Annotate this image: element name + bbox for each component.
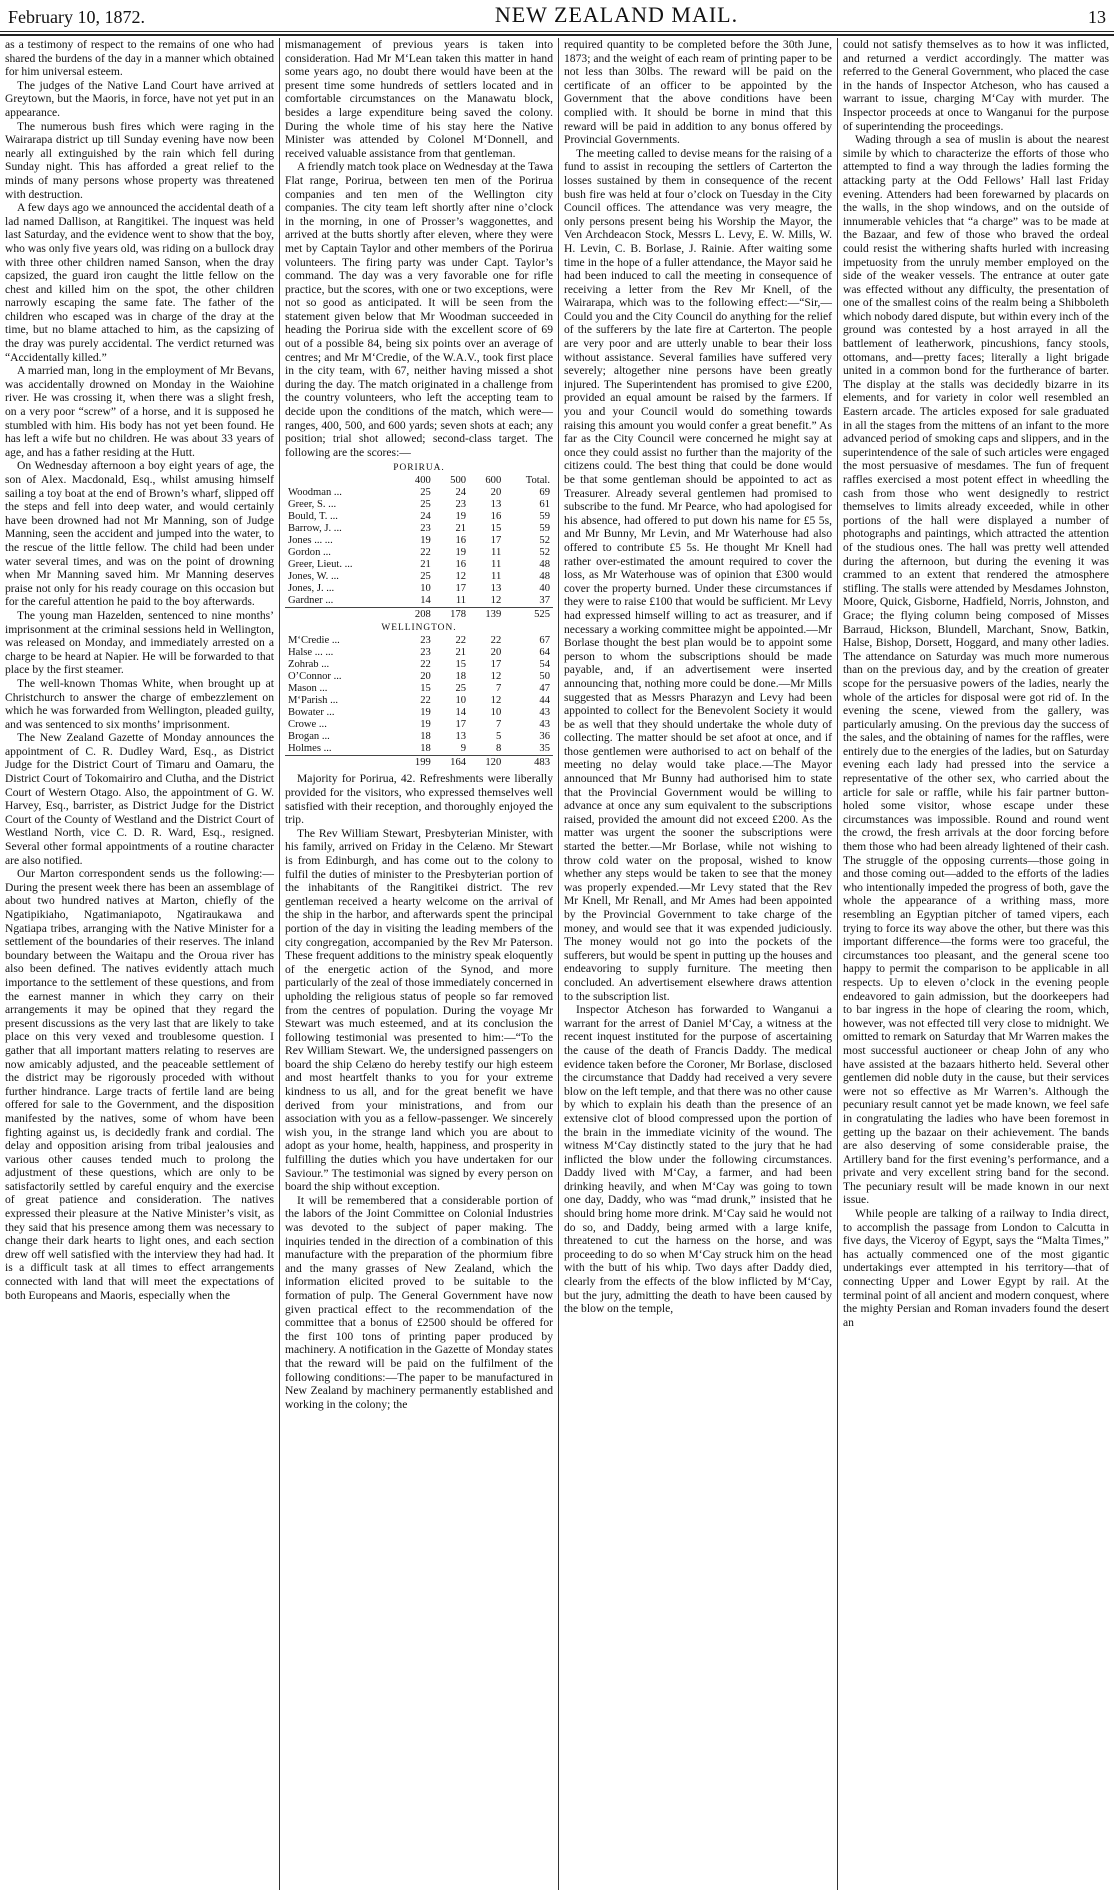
score-cell: 25 [420,499,431,511]
score-cell: 20 [420,671,431,683]
article-paragraph: mismanagement of previous years is taken into consideration. Had Mr M‘Lean taken this matter in hand some years ago, no doubt there would have been at the present time some hundreds of settlers located and in comfortable circumstances on the Manawatu block, besides a large expenditure being saved the colony. During the whole time of his stay here the Native Minister was attended by Colonel M‘Donnell, and received valuable assistance from that gentleman. [285,38,553,160]
score-cell: 9 [460,743,467,755]
total-cell: 120 [469,756,504,770]
total-cell: 139 [469,608,504,622]
score-cell: 23 [420,523,431,535]
shooter-name: Jones ... ... [288,535,333,547]
article-paragraph: could not satisfy themselves as to how it was inflicted, and returned a verdict accordingly. The matter was referred to the General Government, who placed the case in the hands of Inspector Atcheson, who has caused a warrant to issue, charging M‘Cay with murder. The Inspector proceeds at once to Wanganui for the purpose of superintending the proceedings. [843,38,1109,133]
shooter-name: Brogan ... [288,731,330,743]
total-cell: 199 [399,756,434,770]
score-cell: 43 [539,719,550,731]
score-cell: 48 [539,571,550,583]
article-paragraph: Inspector Atcheson has forwarded to Wanganui a warrant for the arrest of Daniel M‘Cay, a witness at the recent inquest instituted for the purpose of ascertaining the cause of the death of Francis Daddy. The medical evidence taken before the Coroner, Mr Borlase, disclosed the circumstance that Daddy had received a very severe blow on the left temple, and that there was no other cause by which to explain his death than the presence of an extensive clot of blood compressed upon the portion of the brain in the immediate vicinity of the wound. The witness M‘Cay distinctly stated to the jury that he had inflicted the blow under the following circumstances. Daddy lived with M‘Cay, a farmer, and had been drinking heavily, and when M‘Cay was going to town one day, Daddy, who was “mad drunk,” insisted that he should bring home more drink. M‘Cay said he would not do so, and Daddy, being armed with a large knife, threatened to cut the harness on the horse, and was proceeding to do so when M‘Cay struck him on the head with the butt of his whip. Two days after Daddy died, clearly from the effects of the blow inflicted by M‘Cay, but the jury, admitting the death to have been caused by the blow on the temple, [564,1003,832,1316]
score-cell: 24 [455,487,467,499]
article-paragraph: The young man Hazelden, sentenced to nine months’ imprisonment at the criminal sessions held in Wellington, was released on Monday, and immediately arrested on a charge to be heard at Napier. He will be forwarded to that place by the first steamer. [5,608,274,677]
article-paragraph: A few days ago we announced the accidental death of a lad named Dallison, at Rangitikei. The inquest was held last Saturday, and the evidence went to show that the boy, who was only five years old, was riding on a bullock dray with three other children named Sanson, when the dray capsized, the guard iron caught the little fellow on the chest and killed him on the spot, the other children narrowly escaping the same fate. The father of the children who escaped was in charge of the dray at the time, but no blame attached to him, as the capsizing of the dray was purely accidental. The verdict returned was “Accidentally killed.” [5,201,274,364]
score-cell: 10 [455,695,467,707]
score-cell: 10 [490,707,502,719]
score-cell: 11 [491,571,502,583]
total-cell: 164 [434,756,469,770]
article-columns [0,38,1114,1890]
table-row [285,547,553,559]
score-cell: 12 [490,595,502,607]
table-row [285,659,553,671]
column-1 [0,38,279,1890]
shooter-name: Holmes ... [288,743,332,755]
score-cell: 14 [455,707,467,719]
score-cell: 25 [455,683,467,695]
score-cell: 44 [539,695,550,707]
table-row [285,647,553,659]
shooter-name: M‘Credie ... [288,635,340,647]
score-cell: 15 [490,523,502,535]
score-cell: 25 [420,487,431,499]
score-cell: 23 [420,635,431,647]
score-cell: 22 [420,659,431,671]
score-cell: 59 [539,511,550,523]
score-cell: 10 [420,583,431,595]
shooter-name: Greer, S. ... [288,499,337,511]
score-cell: 19 [455,547,467,559]
shooter-name: Gardner ... [288,595,334,607]
score-cell: 16 [490,511,502,523]
table-row [285,595,553,608]
score-cell: 19 [455,511,467,523]
score-cell: 40 [539,583,550,595]
shooter-name: Crowe ... [288,719,327,731]
article-paragraph: It will be remembered that a considerable portion of the labors of the Joint Committee on Colonial Industries was devoted to the subject of paper making. The inquiries tended in the direction of a combination of this manufacture with the preparation of the phormium fibre and the many grasses of New Zealand, which the information elicited proved to be suitable to the formation of pulp. The General Government have now given practical effect to the recommendation of the committee that a bonus of £2500 should be offered for the first 100 tons of printing paper produced by machinery. A notification in the Gazette of Monday states that the reward will be paid on the fulfilment of the following conditions:—The paper to be manufactured in New Zealand by machinery permanently established and working in the colony; the [285,1193,553,1411]
article-paragraph: The numerous bush fires which were raging in the Wairarapa district up till Sunday evening have now been nearly all extinguished by the rain which fell during Sunday night. This has afforded a great relief to the minds of many persons whose property was threatened with destruction. [5,119,274,201]
rifle-match-scores-table [285,461,553,769]
score-cell: 18 [455,671,467,683]
score-cell: 15 [420,683,431,695]
score-cell: 18 [420,743,431,755]
article-paragraph: A friendly match took place on Wednesday at the Tawa Flat range, Porirua, between ten men of the Porirua companies and ten men of the Wellington city companies. The city team left shortly after nine o’clock in the morning, in one of Prosser’s waggonettes, and arrived at the butts shortly after eleven, where they were met by Captain Taylor and other members of the Porirua volunteers. The firing party was under Capt. Taylor’s command. The day was a very favorable one for rifle practice, but the scores, with one or two exceptions, were not so good as anticipated. It will be seen from the statement given below that Mr Woodman succeeded in heading the Porirua side with the excellent score of 69 out of a possible 84, being six points over an average of centres; and Mr M‘Credie, of the W.A.V., took first place in the city team, with 67, neither having missed a shot during the day. The match originated in a challenge from the country volunteers, who left the accepting team to decide upon the conditions of the match, which were—ranges, 400, 500, and 600 yards; seven shots at each; any position; trial shot allowed; second-class target. The following are the scores:— [285,160,553,459]
table-row [285,511,553,523]
score-cell: 19 [420,719,431,731]
score-cell: 17 [490,659,502,671]
score-cell: 25 [420,571,431,583]
issue-date: February 10, 1872. [8,7,145,27]
column-4 [837,38,1114,1890]
header-rule-double [0,34,1114,36]
score-cell: 21 [420,559,431,571]
score-cell: 20 [490,487,502,499]
article-paragraph: The judges of the Native Land Court have arrived at Greytown, but the Maoris, in force, have not yet put in an appearance. [5,78,274,119]
table-row [285,487,553,499]
table-row [285,571,553,583]
shooter-name: Bould, T. ... [288,511,338,523]
total-cell: 208 [399,608,434,622]
total-label-blank [285,756,399,770]
score-cell: 17 [455,719,467,731]
score-cell: 13 [490,583,502,595]
score-cell: 69 [539,487,550,499]
score-cell: 17 [455,583,467,595]
score-cell: 5 [495,731,502,743]
column-3 [558,38,837,1890]
table-row [285,499,553,511]
score-cell: 22 [420,547,431,559]
score-cell: 21 [455,647,467,659]
article-paragraph: Majority for Porirua, 42. Refreshments were liberally provided for the visitors, who expressed themselves well satisfied with their reception, and thoroughly enjoyed the trip. [285,772,553,827]
table-row [285,635,553,647]
shooter-name: Bowater ... [288,707,335,719]
table-row [285,743,553,756]
score-cell: 22 [455,635,467,647]
score-cell: 22 [490,635,502,647]
shooter-name: O’Connor ... [288,671,342,683]
score-cell: 61 [539,499,550,511]
header-rule [0,31,1114,32]
team-caption-wellington: WELLINGTON. [381,623,457,634]
shooter-name: Greer, Lieut. ... [288,559,353,571]
article-paragraph: required quantity to be completed before the 30th June, 1873; and the weight of each ream of printing paper to be not less than 30lbs. The reward will be paid on the certificate of an officer to be appointed by the Government that the above conditions have been complied with. It should be borne in mind that this reward will be paid in addition to any bonus offered by Provincial Governments. [564,38,832,147]
wellington-total-row [285,756,553,770]
score-cell: 11 [491,559,502,571]
score-cell: 23 [455,499,467,511]
score-cell: 21 [455,523,467,535]
score-cell: 12 [455,571,467,583]
score-cell: 13 [490,499,502,511]
shooter-name: Mason ... [288,683,328,695]
score-cell: 37 [539,595,550,607]
shooter-name: Jones, W. ... [288,571,339,583]
article-paragraph: Wading through a sea of muslin is about the nearest simile by which to characterize the efforts of those who attempted to find a way through the ladies forming the attacking party at the Odd Fellows’ Hall last Friday evening. Attenders had been forewarned by placards on the walls, in the shop windows, and on the outside of innumerable vehicles that “a charge” was to be made at the Bazaar, and few of those who braved the ordeal could resist the withering shafts hurled with increasing impetuosity from the unruly member employed on the side of the weaker vessels. The entrance at outer gate was effected without any difficulty, the presentation of one of the smallest coins of the realm being a Shibboleth which nobody dared dispute, but within every inch of the ground was contested by a host arrayed in all the battlement of leatherwork, pincushions, fancy stools, ottomans, and—pretty faces; literally a light brigade united in a common bond for the furtherance of barter. The display at the stalls was decidedly bizarre in its elements, and for variety in color well resembled an Eastern arcade. The articles exposed for sale graduated in all the stages from the mittens of an infant to the more advanced period of smoking caps and slippers, and in the superintendence of the sale of such articles were engaged the most persuasive of mesdames. The fun of frequent raffles exercised a most potent effect in wheedling the cash from those who went designedly to restrict themselves to limits already exceeded, while in other portions of the hall were displayed a number of photographs and paintings, which attracted the attention of the studious ones. The hall was pretty well attended during the afternoon, but during the evening it was crammed to an extent that rendered the atmosphere stifling. The stalls were attended by Mesdames Johnston, Moore, Quick, Gisborne, Hadfield, Norris, Johnston, and Grace; the flying column being composed of Misses Barraud, Hickson, Blundell, Marchant, Snow, Batkin, Halse, Bishop, Dorsett, Hoggard, and many other ladies. The attendance on Saturday was much more numerous than on the previous day, and by the creation of greater scope for the persuasive powers of the ladies, nearly the whole of the articles for disposal were got rid of. In the evening the scene, viewed from the gallery, was particularly amusing. On the previous day the success of the sales, and the obtaining of names for the raffles, were entirely due to the energies of the ladies, but on Saturday evening each lady had pressed into the service a representative of the other sex, who carried about the article for sale or raffle, while his fair partner button-holed some visitor, whose escape under these circumstances was impossible. Round and round went the crowd, the fresh arrivals at the door forcing before them those who had been already lightened of their cash. The struggle of the opposing currents—those going in and those coming out—added to the efforts of the ladies who intentionally impeded the progress of both, gave the whole the appearance of a writhing mass, more resembling an Egyptian pitcher of tamed vipers, each trying to force its way above the other, but there was this important difference—the forms were too graceful, the circumstances too pleasant, and the general scene too happy to permit the comparison to be applicable in all respects. Up to eleven o’clock in the evening people endeavored to gain admission, but the doorkeepers had to bar ingress in the hope of clearing the room, which, however, was not effected till very close to midnight. We omitted to remark on Saturday that Mr Warren makes the most successful auctioneer or cheap John of any who have assisted at the bazaars hitherto held. Several other gentlemen did noble duty in the cause, but their services were not so effective as Mr Warren’s. Although the pecuniary result cannot yet be made known, we feel safe in congratulating the ladies who have been foremost in getting up the bazaar on their achievement. The bands are also deserving of some considerable praise, the Artillery band for the first evening’s performance, and a private and very excellent string band for the second. The pecuniary result will be made known in our next issue. [843,133,1109,1207]
score-cell: 20 [490,647,502,659]
score-cell: 52 [539,535,550,547]
table-row [285,731,553,743]
total-cell: 483 [504,756,553,770]
score-cell: 7 [495,719,502,731]
table-row [285,683,553,695]
score-cell: 12 [490,695,502,707]
shooter-name: Gordon ... [288,547,331,559]
table-row [285,559,553,571]
shooter-name: Zohrab ... [288,659,330,671]
article-paragraph: The Rev William Stewart, Presbyterian Minister, with his family, arrived on Friday in the Celæno. Mr Stewart is from Edinburgh, and has come out to the colony to fulfil the duties of minister to the Presbyterian portion of the inhabitants of the Rangitikei district. The rev gentleman received a hearty welcome on the arrival of the ship in the harbor, and afterwards spent the principal portion of the day in visiting the leading members of the city congregation, accompanied by the Rev Mr Paterson. These frequent additions to the ministry speak eloquently of the energetic action of the Synod, and more particularly of the zeal of those immediately concerned in upholding the religious status of people so far removed from the centres of population. During the voyage Mr Stewart was much esteemed, and at its conclusion the following testimonial was presented to him:—“To the Rev William Stewart. We, the undersigned passengers on board the ship Celæno do hereby testify our high esteem and most heartfelt thanks to you for your extreme kindness to us all, and for the great benefit we have derived from your ministrations, and from our association with you as a fellow-passenger. We sincerely wish you, in the strange land which you are about to adopt as your home, health, happiness, and prosperity in fulfilling the duties which you have undertaken for our Saviour.” The testimonial was signed by every person on board the ship without exception. [285,826,553,1194]
score-cell: 50 [539,671,550,683]
score-cell: 24 [420,511,431,523]
score-cell: 11 [455,595,467,607]
shooter-name: Woodman ... [288,487,342,499]
article-paragraph: as a testimony of respect to the remains of one who had shared the burdens of the day in a manner which obtained for him universal esteem. [5,38,274,79]
score-cell: 47 [539,683,550,695]
table-row [285,523,553,535]
total-cell: 178 [434,608,469,622]
table-row [285,671,553,683]
score-cell: 16 [455,535,467,547]
score-cell: 36 [539,731,550,743]
page-number: 13 [1087,7,1106,27]
score-column-header: 500 [450,475,467,487]
porirua-total-row [285,608,553,622]
article-paragraph: A married man, long in the employment of Mr Bevans, was accidentally drowned on Monday in the Waiohine river. He was crossing it, when there was a slight fresh, on a very poor “screw” of a horse, and it is supposed he stumbled with him. His body has not yet been found. He has left a wife but no children. He was about 33 years of age, and has a father residing at the Hutt. [5,364,274,459]
score-cell: 52 [539,547,550,559]
score-cell: 59 [539,523,550,535]
article-paragraph: On Wednesday afternoon a boy eight years of age, the son of Alex. Macdonald, Esq., whilst amusing himself sailing a toy boat at the end of Brown’s wharf, slipped off the steps and fell into deep water, and would certainly have been drowned had not Mr Manning, son of Judge Manning, seen the accident and jumped into the water, to the rescue of the little fellow. The child had been under water several times, and was on the point of drowning when Mr Manning saved him. Mr Manning deserves praise not only for his ready courage on this occasion but for the careful attention he paid to the boy afterwards. [5,459,274,609]
score-cell: 18 [420,731,431,743]
total-cell: 525 [504,608,553,622]
score-column-header: Total. [525,475,550,487]
score-cell: 11 [491,547,502,559]
score-cell: 19 [420,707,431,719]
article-paragraph: Our Marton correspondent sends us the following:—During the present week there has been an assemblage of about two hundred natives at Marton, chiefly of the Ngatipikiaho, Ngatimaniapoto, Ngatiraukawa and Ngatiapa tribes, arranging with the Native Minister for a settlement of the boundaries of their reserves. The inland boundary between the Waitapu and the Oroua river has also been defined. The natives evidently attach much importance to the settlement of these questions, and from the earnest manner in which they carry on their arrangements it may be opined that they regard the present discussions as the very last that are likely to take place on this very vexed and troublesome question. I gather that all important matters relating to reserves are now amicably adjusted, and the peaceable settlement of the district may be rigorously proceded with without further hindrance. Large tracts of fertile land are being offered for sale to the Government, and the disposition manifested by the natives, some of whom have been fighting against us, is decidedly frank and cordial. The delay and opposition arising from tribal jealousies and various other causes tended much to prolong the adjustment of these questions, which are only to be satisfactorily settled by careful enquiry and the exercise of great patience and consideration. The natives expressed their pleasure at the Native Minister’s visit, as they said that his presence among them was necessary to change their dark hearts to light ones, and each section drew off well satisfied with the interview they had had. It is a difficult task at all times to effect arrangements connected with land that will meet the expectations of both Europeans and Maoris, especially when the [5,867,274,1302]
score-cell: 7 [495,683,502,695]
score-cell: 8 [495,743,502,755]
table-row [285,583,553,595]
shooter-name: M‘Parish ... [288,695,339,707]
newspaper-title: NEW ZEALAND MAIL. [494,2,739,27]
score-cell: 12 [490,671,502,683]
table-row [285,695,553,707]
score-cell: 67 [539,635,550,647]
score-cell: 17 [490,535,502,547]
score-cell: 14 [420,595,431,607]
score-cell: 64 [539,647,550,659]
table-row [285,535,553,547]
score-cell: 16 [455,559,467,571]
shooter-name: Barrow, J. ... [288,523,342,535]
shooter-name: Halse ... ... [288,647,334,659]
table-row [285,719,553,731]
table-row [285,707,553,719]
article-paragraph: The meeting called to devise means for the raising of a fund to assist in recouping the settlers of Carterton the losses sustained by them in consequence of the recent bush fire was held at four o’clock on Tuesday in the City Council offices. The attendance was very meagre, the only persons present being his Worship the Mayor, the Ven Archdeacon Stock, Messrs L. Levy, E. W. Mills, W. H. Levin, C. B. Borlase, J. Rainie. After waiting some time in the hope of a fuller attendance, the Mayor said he had been induced to call the meeting in consequence of receiving a letter from the Rev Mr Knell, of the Wairarapa, which was to the following effect:—“Sir,—Could you and the City Council do anything for the relief of the sufferers by the late fire at Carterton. The people are very poor and are utterly unable to bear their loss without assistance. Several families have suffered very severely; altogether nine persons have been greatly injured. The Superintendent has promised to give £200, provided an equal amount be raised by the farmers. If you and your Council would do something towards raising this amount you would confer a great benefit.” As far as the City Council were concerned he might say at once they could assist no further than the majority of the citizens could. The best thing that could be done would be that some gentleman should be appointed to act as Treasurer. Already several gentlemen had promised to subscribe to the fund. Mr Pearce, who had apologised for his absence, had offered to put down his name for £5 5s, and Mr Bunny, Mr Levin, and Mr Waterhouse had also offered to contribute £5 5s. He thought Mr Knell had rather over-estimated the amount required to cover the loss, as Mr Waterhouse was of opinion that £300 would cover the property burned. Under these circumstances if they were to raise £100 that would be sufficient. Mr Levy had expressed himself willing to act as treasurer, and if necessary a working committee might be appointed.—Mr Borlase thought the best plan would be to appoint some person to whom the subscriptions should be made payable, and, if an advertisement were inserted announcing that, nothing more could be done.—Mr Mills suggested that as Messrs Pharazyn and Levy had been appointed to collect for the Benevolent Society it would be as well that they should undertake the whole duty of collecting. The matter should be set afoot at once, and if those gentlemen were authorised to act on behalf of the meeting no delay would take place.—The Mayor announced that Mr Bunny had authorised him to state that the Provincial Government would be willing to advance at once any sum equivalent to the subscriptions raised, provided the amount did not exceed £200. As the matter was urgent the sooner the subscriptions were started the better.—Mr Borlase, while not wishing to throw cold water on the proposal, wished to know whether any steps would be taken to see that the money was properly expended.—Mr Levy stated that the Rev Mr Knell, Mr Renall, and Mr Ames had been appointed by the Provincial Government to take charge of the money, and would see that it was expended judiciously. The money would not go into the pockets of the sufferers, but would be spent in putting up the houses and endeavoring to supply furniture. The meeting then concluded. An advertisement elsewhere draws attention to the subscription list. [564,146,832,1003]
score-cell: 13 [455,731,467,743]
score-cell: 35 [539,743,550,755]
score-cell: 23 [420,647,431,659]
score-header-blank [285,475,399,487]
score-cell: 15 [455,659,467,671]
article-paragraph: While people are talking of a railway to India direct, to accomplish the passage from London to Calcutta in five days, the Viceroy of Egypt, says the “Malta Times,” has actually commenced one of the most gigantic undertakings ever attempted in his territory—that of connecting Upper and Lower Egypt by rail. At the terminal point of all ancient and modern conquest, where the mighty Persian and Roman invaders found the desert an [843,1207,1109,1329]
score-column-header: 400 [414,475,431,487]
score-cell: 22 [420,695,431,707]
page-header [0,0,1114,28]
total-label-blank [285,608,399,622]
article-paragraph: The New Zealand Gazette of Monday announces the appointment of C. R. Dudley Ward, Esq., as District Judge for the District Court of Timaru and Oamaru, the District Court of Tokomairiro and Clutha, and the District Court of Western Otago. Also, the appointment of G. W. Harvey, Esq., barrister, as District Judge for the District Court of the County of Westland and the District Court of Westland North, vice C. D. R. Ward, Esq., resigned. Several other formal appointments of a routine character are also notified. [5,731,274,867]
score-column-header: 600 [485,475,502,487]
team-caption-porirua: PORIRUA. [393,463,445,474]
shooter-name: Jones, J. ... [288,583,335,595]
article-paragraph: The well-known Thomas White, when brought up at Christchurch to answer the charge of embezzlement on which he was forwarded from Wellington, pleaded guilty, and was sentenced to six months’ imprisonment. [5,676,274,731]
score-cell: 48 [539,559,550,571]
score-cell: 43 [539,707,550,719]
column-2 [279,38,558,1890]
score-cell: 54 [539,659,550,671]
score-cell: 19 [420,535,431,547]
